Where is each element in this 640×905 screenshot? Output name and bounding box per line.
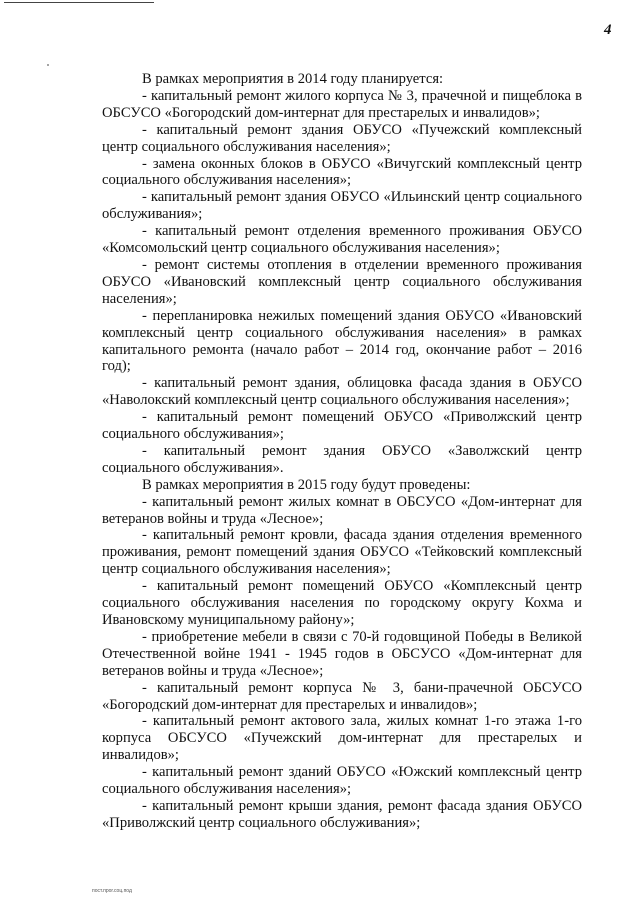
list-item: - капитальный ремонт отделения временного проживания ОБУСО «Комсомольский центр социального обслуживания населения»; [102, 223, 582, 257]
list-item: - приобретение мебели в связи с 70-й годовщиной Победы в Великой Отечественной войне 1941 - 1945 годов в ОБСУСО «Дом-интернат для ветеранов войны и труда «Лесное»; [102, 628, 582, 679]
list-item: - перепланировка нежилых помещений здания ОБУСО «Ивановский комплексный центр социального обслуживания населения» в рамках капитального ремонта (начало работ – 2014 год, окончание работ – 2016 год); [102, 307, 582, 375]
list-item: - капитальный ремонт корпуса № 3, бани-прачечной ОБСУСО «Богородский дом-интернат для престарелых и инвалидов»; [102, 679, 582, 713]
list-item: - капитальный ремонт здания ОБУСО «Заволжский центр социального обслуживания». [102, 442, 582, 476]
list-item: - замена оконных блоков в ОБУСО «Вичугский комплексный центр социального обслуживания населения»; [102, 155, 582, 189]
list-item: - капитальный ремонт актового зала, жилых комнат 1-го этажа 1-го корпуса ОБСУСО «Пучежский дом-интернат для престарелых и инвалидов»; [102, 713, 582, 764]
top-rule [4, 2, 154, 3]
list-item: - капитальный ремонт помещений ОБУСО «Комплексный центр социального обслуживания населения по городскому округу Кохма и Ивановскому муниципальному району»; [102, 578, 582, 628]
list-item: - ремонт системы отопления в отделении временного проживания ОБУСО «Ивановский комплексный центр социального обслуживания населения»; [102, 256, 582, 307]
list-item: - капитальный ремонт здания ОБУСО «Пучежский комплексный центр социального обслуживания населения»; [102, 121, 582, 155]
list-item: - капитальный ремонт крыши здания, ремонт фасада здания ОБУСО «Приволжский центр социального обслуживания»; [102, 797, 582, 831]
paragraph-intro-2014: В рамках мероприятия в 2014 году планируется: [142, 71, 444, 87]
list-item: - капитальный ремонт кровли, фасада здания отделения временного проживания, ремонт помещений здания ОБУСО «Тейковский комплексный центр социального обслуживания населения»; [102, 527, 582, 578]
list-item: - капитальный ремонт зданий ОБУСО «Южский комплексный центр социального обслуживания населения»; [102, 764, 582, 798]
list-item: - капитальный ремонт жилых комнат в ОБСУСО «Дом-интернат для ветеранов войны и труда «Лесное»; [102, 493, 582, 527]
document-body [102, 71, 582, 832]
list-item: - капитальный ремонт помещений ОБУСО «Приволжский центр социального обслуживания»; [102, 409, 582, 443]
list-item: - капитальный ремонт здания ОБУСО «Ильинский центр социального обслуживания»; [102, 189, 582, 223]
footer-filename: пост.прог.соц.под [92, 888, 132, 894]
page-number: 4 [604, 22, 612, 38]
scan-artifact [47, 64, 49, 66]
list-item: - капитальный ремонт жилого корпуса № 3, прачечной и пищеблока в ОБСУСО «Богородский дом-интернат для престарелых и инвалидов»; [102, 87, 582, 121]
paragraph-intro-2015: В рамках мероприятия в 2015 году будут проведены: [142, 476, 471, 493]
list-item: - капитальный ремонт здания, облицовка фасада здания в ОБУСО «Наволокский комплексный центр социального обслуживания населения»; [102, 375, 582, 409]
